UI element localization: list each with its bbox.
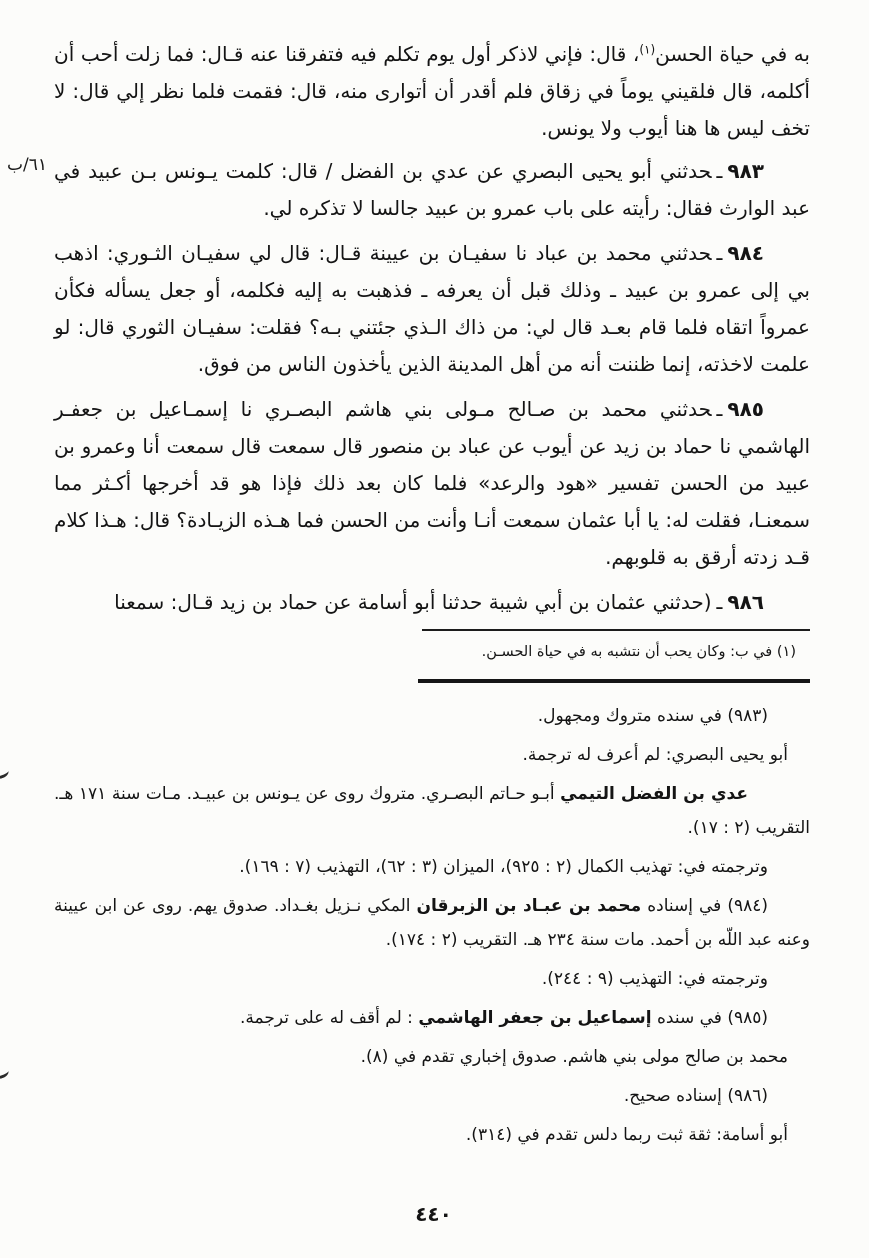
narration-983 [55, 153, 811, 227]
narration-dash: ـ [717, 241, 724, 265]
narration-dash: ـ [717, 159, 724, 183]
commentary-label: (٩٨٣) [728, 706, 769, 726]
narration-984 [55, 235, 811, 383]
commentary-text: محمد بن صالح مولى بني هاشم. صدوق إخباري تقدم في (٨). [361, 1047, 789, 1067]
commentary-text: أبو أسامة: ثقة ثبت ربما دلس تقدم في (٣١٤). [466, 1125, 789, 1145]
commentary-label: (٩٨٤) [728, 896, 769, 916]
narration-985 [55, 391, 811, 576]
commentary-text: وترجمته في: تهذيب الكمال (٢ : ٩٢٥)، الميزان (٣ : ٦٢)، التهذيب (٧ : ١٦٩). [240, 857, 769, 877]
commentary-text: في سنده متروك ومجهول. [538, 706, 723, 726]
narration-number: ٩٨٣ [728, 159, 765, 183]
commentary-entry-muhammad-ibn-salih [55, 1040, 811, 1074]
narration-text: حدثني محمد بن عباد نا سفيـان بن عيينة قـال: قال لي سفيـان الثـوري: اذهب بي إلى عمرو بن عبيد ـ وذلك قبل أن يعرفه ـ فذهبت به إليه فكلمه، أو جعل يسأله فكأن عمرواً اتقاه فلما قام بعـد قال لي: من ذاك الـذي جئتني بـه؟ فقلت: سفيـان الثوري قال: لو علمت لاخذته، إنما ظننت أنه من أهل المدينة الذين يأخذون الناس من فوق. [55, 241, 811, 376]
narration-text: حدثني أبو يحيى البصري عن عدي بن الفضل / قال: كلمت يـونس بـن عبيد في عبد الوارث فقال: رأيته على باب عمرو بن عبيد جالسا لا تذكره لي. [55, 159, 811, 220]
commentary-entry-references-984 [55, 962, 811, 996]
footnote-ref-marker: (١) [640, 42, 657, 57]
narration-text: (حدثني عثمان بن أبي شيبة حدثنا أبو أسامة عن حماد بن زيد قـال: سمعنا [115, 590, 713, 614]
narration-number: ٩٨٤ [728, 241, 765, 265]
commentary-text: أبو يحيى البصري: لم أعرف له ترجمة. [523, 745, 789, 765]
footnote-marker: (١) [777, 644, 797, 660]
main-text-block [55, 36, 811, 621]
commentary-entry-986 [55, 1079, 811, 1113]
commentary-lead: في إسناده [648, 896, 723, 916]
commentary-label: (٩٨٦) [728, 1086, 769, 1106]
footnote-line [423, 641, 811, 663]
narration-986 [55, 584, 811, 621]
commentary-name-bold: إسماعيل بن جعفر الهاشمي [419, 1008, 653, 1028]
commentary-entry-adi-ibn-alfadl [55, 777, 811, 845]
commentary-text: إسناده صحيح. [624, 1086, 723, 1106]
commentary-entry-985 [55, 1001, 811, 1035]
commentary-entry-983 [55, 699, 811, 733]
commentary-entry-abu-usama [55, 1118, 811, 1152]
commentary-lead: في سنده [658, 1008, 723, 1028]
commentary-label: (٩٨٥) [728, 1008, 769, 1028]
commentary-text: أبـو حـاتم البصـري. متروك روى عن يـونس بن عبيـد. مـات سنة ١٧١ هـ. التقريب (٢ : ١٧). [55, 784, 811, 838]
footnote-area [423, 629, 811, 663]
commentary-text: : لم أقف له على ترجمة. [241, 1008, 414, 1028]
narration-number: ٩٨٥ [728, 397, 765, 421]
commentary-text: وترجمته في: التهذيب (٩ : ٢٤٤). [542, 969, 769, 989]
opening-paragraph [55, 36, 811, 147]
opening-text-before: به في حياة الحسن [656, 42, 811, 66]
commentary-entry-abu-yahya [55, 738, 811, 772]
narration-text: حدثني محمد بن صـالح مـولى بني هاشم البصـري نا إسمـاعيل بن جعفـر الهاشمي نا حماد بن زيد عن أيوب عن عباد بن منصور قال سمعت قال سمعت أنا وعمرو بن عبيد من الحسن تفسير «هود والرعد» فلما كان بعد ذلك فإذا هو قد أخرجها أكـثر مما سمعنـا، فقلت له: يا أبا عثمان سمعت أنـا وأنت من الحسن فما هـذه الزيـادة؟ قال: هـذا كلام قـد زدته أرقق به قلوبهم. [55, 397, 811, 569]
double-rule-separator [419, 679, 811, 683]
commentary-text: المكي نـزيل بغـداد. صدوق يهم. روى عن ابن عيينة وعنه عبد اللّه بن أحمد. مات سنة ٢٣٤ هـ. التقريب (٢ : ١٧٤). [55, 896, 811, 950]
page-number: ٤٤٠ [416, 1202, 453, 1226]
commentary-name-bold: عدي بن الفضل التيمي [561, 784, 749, 804]
narration-dash: ـ [717, 590, 724, 614]
narration-number: ٩٨٦ [728, 590, 765, 614]
commentary-entry-984 [55, 889, 811, 957]
commentary-entry-references-983 [55, 850, 811, 884]
commentary-name-bold: محمد بن عبـاد بن الزبرقان [417, 896, 643, 916]
narration-dash: ـ [717, 397, 724, 421]
footnote-text: في ب: وكان يحب أن نتشبه به في حياة الحسـن. [482, 644, 774, 660]
commentary-section [55, 699, 811, 1152]
folio-margin-note: ٦١/ب [8, 155, 48, 175]
opening-text-after: ، قال: فإني لاذكر أول يوم تكلم فيه فتفرقنا عنه قـال: فما زلت أحب أن أكلمه، قال فلقيني يوماً في زقاق فلم أقدر أن أتوارى منه، قال: فقمت فلما نظر إلي قال: لا تخف ليس ها هنا أيوب ولا يونس. [55, 42, 811, 140]
